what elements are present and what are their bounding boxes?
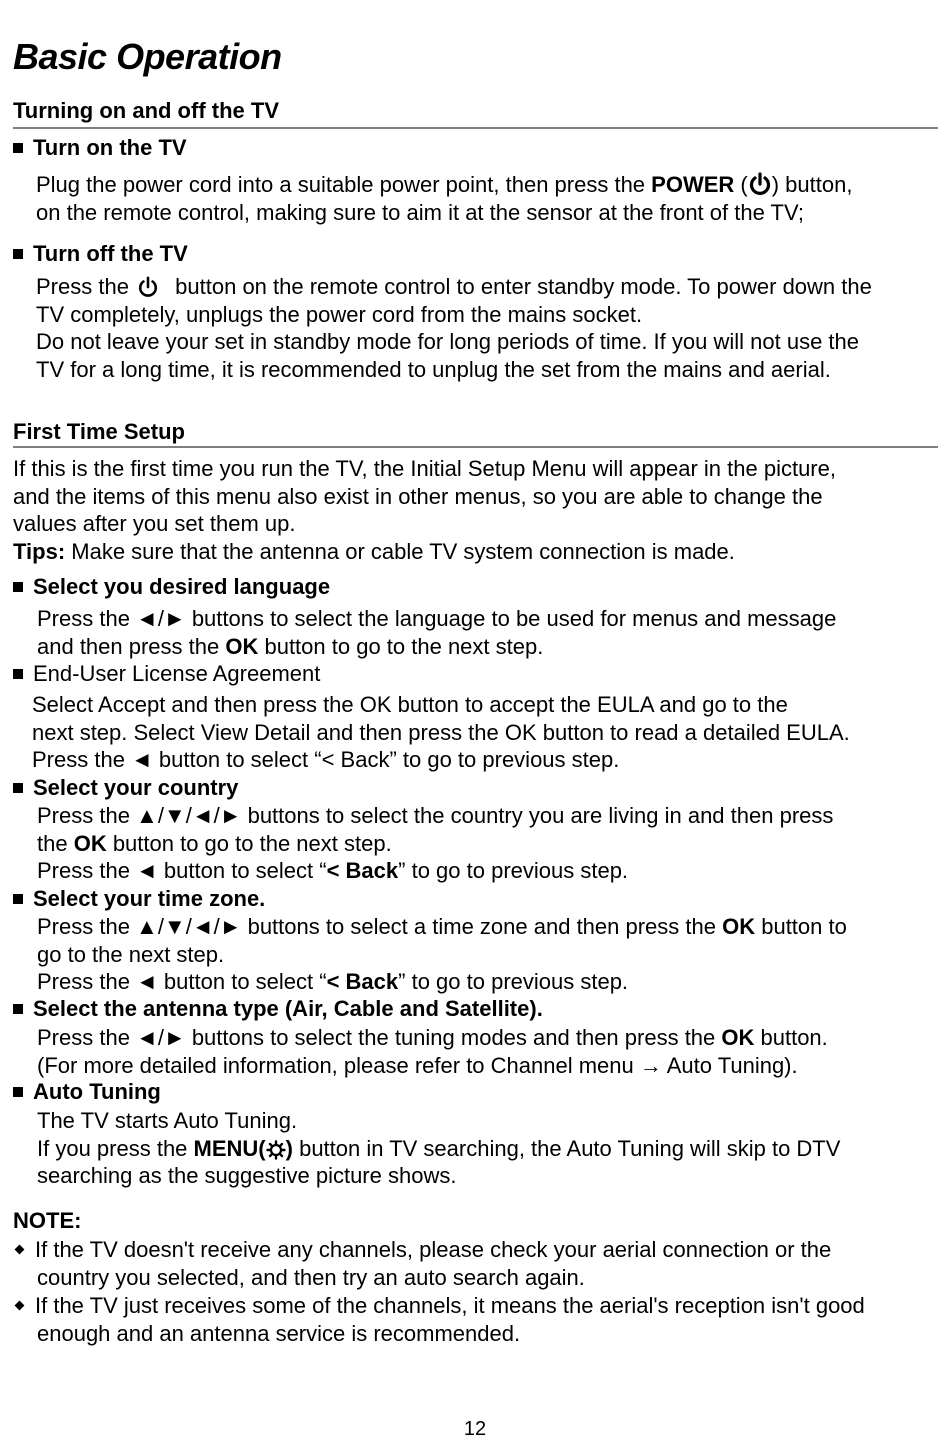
square-bullet-icon [13, 894, 23, 904]
square-bullet-icon [13, 143, 23, 153]
country-text: Press the ▲/▼/◄/► buttons to select the country you are living in and then press the OK button to go to the next step. Press the ◄ button to select “< Back” to go to previous step. [37, 803, 834, 883]
diamond-bullet-icon [15, 1301, 25, 1311]
subheading-turn-off: Turn off the TV [13, 241, 188, 267]
section-heading-turning-on-off: Turning on and off the TV [13, 98, 279, 123]
page-title: Basic Operation [13, 36, 282, 77]
setup-intro-text: If this is the first time you run the TV, the Initial Setup Menu will appear in the picture, and the items of this menu also exist in other menus, so you are able to change the values after you set them up. Tips: Make sure that the antenna or cable TV system connection is made. [13, 456, 836, 564]
antenna-type-text: Press the ◄/► buttons to select the tuning modes and then press the OK button. (For more detailed information, please refer to Channel menu → Auto Tuning). [37, 1025, 828, 1078]
square-bullet-icon [13, 669, 23, 679]
square-bullet-icon [13, 249, 23, 259]
square-bullet-icon [13, 582, 23, 592]
subheading-time-zone: Select your time zone. [13, 886, 265, 912]
turn-off-text: Press the button on the remote control to enter standby mode. To power down the TV completely, unplugs the power cord from the mains socket. Do not leave your set in standby mode for long periods of time. If you will not use the TV for a long time, it is recommended to unplug the set from the mains and aerial. [36, 274, 872, 382]
turn-on-text: Plug the power cord into a suitable power point, then press the POWER ( ) button, on the remote control, making sure to aim it at the sensor at the front of the TV; [36, 172, 853, 225]
square-bullet-icon [13, 1087, 23, 1097]
subheading-antenna-type: Select the antenna type (Air, Cable and Satellite). [13, 996, 543, 1022]
language-text: Press the ◄/► buttons to select the language to be used for menus and message and then press the OK button to go to the next step. [37, 606, 837, 659]
power-icon [748, 172, 772, 196]
diamond-bullet-icon [15, 1245, 25, 1255]
subheading-language: Select you desired language [13, 574, 330, 600]
subheading-eula: End-User License Agreement [13, 661, 320, 687]
note-heading: NOTE: [13, 1208, 82, 1233]
power-icon [137, 276, 159, 298]
page-number: 12 [463, 1418, 487, 1440]
subheading-country: Select your country [13, 775, 238, 801]
note-item: If the TV just receives some of the channels, it means the aerial's reception isn't good enough and an antenna service is recommended. [13, 1292, 865, 1347]
eula-text: Select Accept and then press the OK button to accept the EULA and go to the next step. Select View Detail and then press the OK button to read a detailed EULA. Press the ◄ button to select “< Back” to go to previous step. [32, 692, 850, 772]
note-item: If the TV doesn't receive any channels, please check your aerial connection or the country you selected, and then try an auto search again. [13, 1236, 831, 1291]
square-bullet-icon [13, 783, 23, 793]
subheading-auto-tuning: Auto Tuning [13, 1079, 161, 1105]
section-divider [13, 446, 938, 448]
time-zone-text: Press the ▲/▼/◄/► buttons to select a time zone and then press the OK button to go to the next step. Press the ◄ button to select “< Back” to go to previous step. [37, 914, 847, 994]
section-divider [13, 127, 938, 129]
square-bullet-icon [13, 1004, 23, 1014]
menu-gear-icon [266, 1140, 286, 1160]
section-heading-first-time-setup: First Time Setup [13, 419, 185, 444]
auto-tuning-text: The TV starts Auto Tuning. If you press the MENU( ) button in TV searching, the Auto Tuning will skip to DTV searching as the suggestive picture shows. [37, 1108, 841, 1188]
subheading-turn-on: Turn on the TV [13, 135, 187, 161]
